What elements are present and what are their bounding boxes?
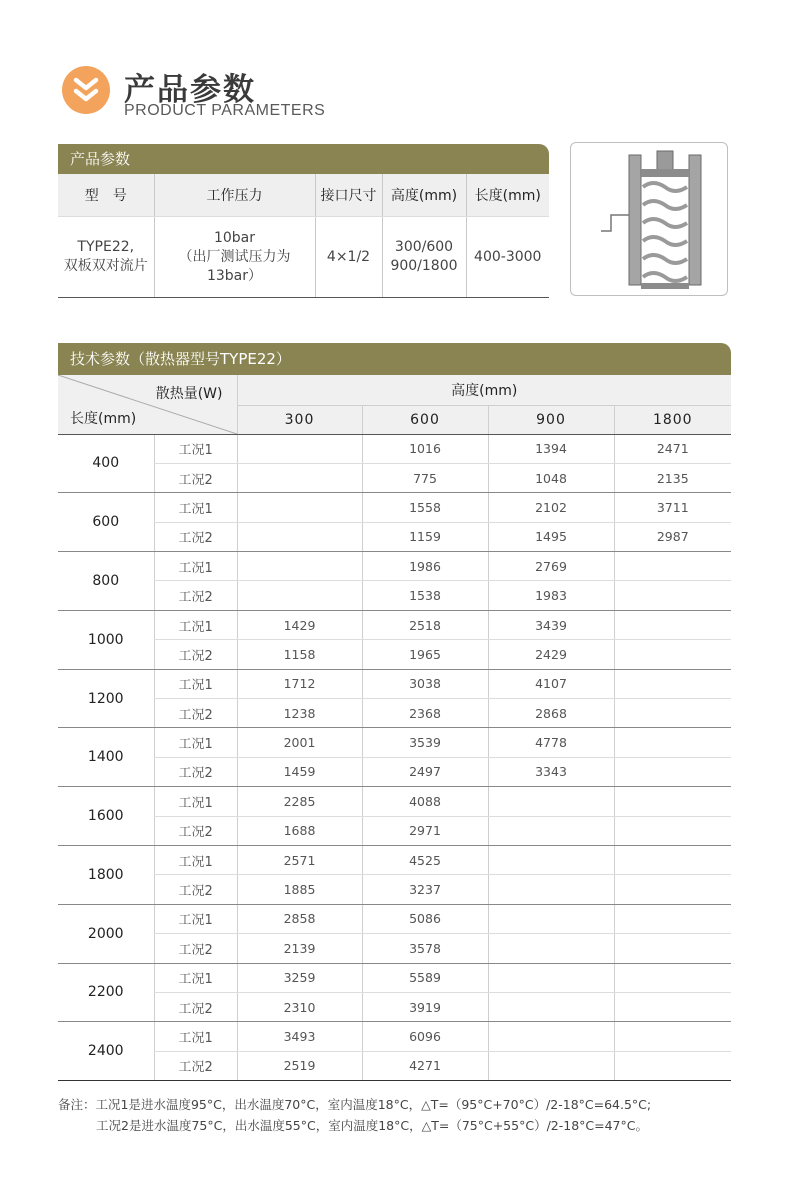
table-row — [58, 787, 731, 816]
heat-value-cell — [614, 787, 731, 816]
heat-value-cell — [614, 699, 731, 728]
condition-label: 工况1 — [154, 963, 237, 992]
heat-value-cell: 5086 — [362, 904, 488, 933]
condition-label: 工况2 — [154, 463, 237, 492]
condition-label: 工况1 — [154, 610, 237, 639]
port-cell: 4×1/2 — [315, 217, 382, 298]
heat-value-cell: 3711 — [614, 493, 731, 522]
table-row — [58, 552, 731, 581]
heat-value-cell — [237, 552, 362, 581]
table-row — [58, 728, 731, 757]
heat-value-cell — [488, 1051, 614, 1080]
table-row — [58, 934, 731, 963]
product-table — [58, 174, 549, 298]
heat-value-cell: 2519 — [237, 1051, 362, 1080]
height-cell — [382, 217, 466, 298]
heat-value-cell: 1158 — [237, 640, 362, 669]
heat-value-cell — [614, 934, 731, 963]
length-cell: 400 — [58, 434, 154, 493]
height-col-600: 600 — [362, 405, 488, 434]
pressure-test-note: （出厂测试压力为13bar） — [178, 248, 291, 284]
heat-value-cell — [614, 552, 731, 581]
table-row — [58, 816, 731, 845]
heat-value-cell: 1394 — [488, 434, 614, 463]
heat-value-cell: 2102 — [488, 493, 614, 522]
table-row — [58, 757, 731, 786]
product-table-header — [58, 174, 549, 217]
condition-label: 工况1 — [154, 1022, 237, 1051]
heat-value-cell: 2769 — [488, 552, 614, 581]
heat-value-cell — [488, 1022, 614, 1051]
col-header-length: 长度(mm) — [466, 174, 549, 217]
heat-value-cell: 2471 — [614, 434, 731, 463]
length-cell: 2000 — [58, 904, 154, 963]
table-row — [58, 875, 731, 904]
heat-value-cell: 1238 — [237, 699, 362, 728]
table-row — [58, 904, 731, 933]
length-cell: 1800 — [58, 845, 154, 904]
heat-value-cell: 1986 — [362, 552, 488, 581]
tech-header-row-1 — [58, 375, 731, 405]
heat-value-cell — [614, 581, 731, 610]
heat-value-cell: 1885 — [237, 875, 362, 904]
table-row — [58, 610, 731, 639]
heat-value-cell: 3259 — [237, 963, 362, 992]
condition-label: 工况2 — [154, 757, 237, 786]
table-row — [58, 669, 731, 698]
length-cell: 2400 — [58, 1022, 154, 1081]
height-group-header: 高度(mm) — [237, 375, 731, 405]
heat-value-cell: 2368 — [362, 699, 488, 728]
tech-section-title: 技术参数（散热器型号TYPE22） — [58, 343, 731, 375]
radiator-section-image — [570, 142, 728, 296]
heat-value-cell: 2135 — [614, 463, 731, 492]
heat-value-cell — [614, 904, 731, 933]
heat-value-cell: 1495 — [488, 522, 614, 551]
heat-value-cell — [614, 875, 731, 904]
heat-value-cell — [488, 963, 614, 992]
condition-label: 工况2 — [154, 816, 237, 845]
heat-value-cell: 2285 — [237, 787, 362, 816]
product-table-row — [58, 217, 549, 298]
heat-value-cell: 4088 — [362, 787, 488, 816]
heat-value-cell: 4525 — [362, 845, 488, 874]
table-row — [58, 463, 731, 492]
heat-value-cell — [488, 875, 614, 904]
heat-value-cell — [488, 934, 614, 963]
col-header-model: 型 号 — [58, 174, 154, 217]
corner-length-label: 长度(mm) — [70, 410, 137, 427]
pressure-value: 10bar — [213, 229, 256, 246]
heat-value-cell — [614, 845, 731, 874]
heat-value-cell: 1459 — [237, 757, 362, 786]
length-cell: 400-3000 — [466, 217, 549, 298]
length-cell: 1200 — [58, 669, 154, 728]
heat-value-cell — [614, 610, 731, 639]
condition-label: 工况1 — [154, 904, 237, 933]
length-cell: 600 — [58, 493, 154, 552]
heat-value-cell: 3493 — [237, 1022, 362, 1051]
heat-value-cell: 2868 — [488, 699, 614, 728]
condition-label: 工况2 — [154, 581, 237, 610]
table-row — [58, 522, 731, 551]
heat-value-cell — [488, 904, 614, 933]
heat-value-cell — [488, 816, 614, 845]
heat-value-cell: 3237 — [362, 875, 488, 904]
heat-value-cell: 2497 — [362, 757, 488, 786]
length-cell: 1600 — [58, 787, 154, 846]
condition-label: 工况2 — [154, 699, 237, 728]
heat-value-cell — [237, 522, 362, 551]
heat-value-cell: 2971 — [362, 816, 488, 845]
heat-value-cell: 6096 — [362, 1022, 488, 1051]
condition-label: 工况1 — [154, 669, 237, 698]
condition-label: 工况1 — [154, 552, 237, 581]
note-line-2: 工况2是进水温度75°C，出水温度55°C，室内温度18°C，△T=（75°C+55°C）/2-18°C=47°C。 — [96, 1118, 648, 1133]
col-header-height: 高度(mm) — [382, 174, 466, 217]
heat-value-cell — [237, 434, 362, 463]
height-col-300: 300 — [237, 405, 362, 434]
page-subtitle: PRODUCT PARAMETERS — [124, 102, 326, 119]
heat-value-cell: 1558 — [362, 493, 488, 522]
heat-value-cell: 1159 — [362, 522, 488, 551]
section-badge-icon — [62, 66, 110, 114]
heat-output-body — [58, 434, 731, 1081]
heat-value-cell — [488, 787, 614, 816]
height-col-1800: 1800 — [614, 405, 731, 434]
heat-value-cell — [614, 728, 731, 757]
heat-value-cell: 1688 — [237, 816, 362, 845]
heat-value-cell: 775 — [362, 463, 488, 492]
heat-value-cell — [614, 1022, 731, 1051]
condition-label: 工况1 — [154, 728, 237, 757]
col-header-port: 接口尺寸 — [315, 174, 382, 217]
heat-value-cell: 2571 — [237, 845, 362, 874]
heat-value-cell — [614, 640, 731, 669]
heat-value-cell: 2139 — [237, 934, 362, 963]
page-title: 产品参数 — [124, 72, 256, 108]
model-desc: 双板双对流片 — [63, 258, 148, 274]
heat-value-cell: 4107 — [488, 669, 614, 698]
heat-output-table — [58, 375, 731, 1081]
pressure-cell — [154, 217, 315, 298]
condition-label: 工况2 — [154, 522, 237, 551]
chevron-down-double-icon — [62, 66, 110, 114]
heat-value-cell — [237, 463, 362, 492]
heat-value-cell: 4778 — [488, 728, 614, 757]
heat-value-cell: 1016 — [362, 434, 488, 463]
condition-label: 工况2 — [154, 640, 237, 669]
condition-label: 工况2 — [154, 934, 237, 963]
table-row — [58, 992, 731, 1021]
note-line-1: 备注：工况1是进水温度95°C，出水温度70°C，室内温度18°C，△T=（95°C+70°C）/2-18°C=64.5°C; — [58, 1097, 652, 1112]
heat-value-cell: 5589 — [362, 963, 488, 992]
length-cell: 1400 — [58, 728, 154, 787]
condition-label: 工况2 — [154, 992, 237, 1021]
heat-value-cell — [488, 992, 614, 1021]
height-values-1: 300/600 — [394, 239, 454, 255]
condition-label: 工况2 — [154, 1051, 237, 1080]
model-name: TYPE22, — [77, 239, 135, 255]
heat-value-cell: 2310 — [237, 992, 362, 1021]
length-cell: 1000 — [58, 610, 154, 669]
length-cell: 800 — [58, 552, 154, 611]
heat-value-cell: 2858 — [237, 904, 362, 933]
col-header-pressure: 工作压力 — [154, 174, 315, 217]
heat-value-cell — [614, 963, 731, 992]
table-row — [58, 640, 731, 669]
heat-value-cell — [614, 992, 731, 1021]
heat-value-cell: 2001 — [237, 728, 362, 757]
table-row — [58, 434, 731, 463]
condition-label: 工况2 — [154, 875, 237, 904]
heat-value-cell — [488, 845, 614, 874]
heat-value-cell — [237, 581, 362, 610]
condition-label: 工况1 — [154, 493, 237, 522]
corner-heat-label: 散热量(W) — [155, 386, 223, 402]
radiator-cross-section-icon — [571, 143, 729, 297]
table-row — [58, 963, 731, 992]
corner-header — [58, 375, 237, 434]
heat-value-cell: 2518 — [362, 610, 488, 639]
table-row — [58, 581, 731, 610]
condition-label: 工况1 — [154, 845, 237, 874]
heat-value-cell: 1048 — [488, 463, 614, 492]
heat-value-cell: 4271 — [362, 1051, 488, 1080]
table-row — [58, 699, 731, 728]
table-row — [58, 845, 731, 874]
length-cell: 2200 — [58, 963, 154, 1022]
heat-value-cell: 1538 — [362, 581, 488, 610]
product-section-title: 产品参数 — [58, 144, 549, 174]
heat-value-cell: 3343 — [488, 757, 614, 786]
heat-value-cell — [614, 1051, 731, 1080]
heat-value-cell: 3038 — [362, 669, 488, 698]
notes — [58, 1094, 651, 1136]
heat-value-cell: 1965 — [362, 640, 488, 669]
model-cell — [58, 217, 154, 298]
heat-value-cell: 3919 — [362, 992, 488, 1021]
heat-value-cell: 1983 — [488, 581, 614, 610]
heat-value-cell: 3439 — [488, 610, 614, 639]
height-values-2: 900/1800 — [390, 258, 458, 274]
table-row — [58, 493, 731, 522]
heat-value-cell — [237, 493, 362, 522]
heat-value-cell: 2429 — [488, 640, 614, 669]
heat-value-cell: 3539 — [362, 728, 488, 757]
condition-label: 工况1 — [154, 787, 237, 816]
heat-value-cell — [614, 816, 731, 845]
table-row — [58, 1051, 731, 1080]
heat-value-cell: 1429 — [237, 610, 362, 639]
heat-value-cell: 3578 — [362, 934, 488, 963]
table-row — [58, 1022, 731, 1051]
condition-label: 工况1 — [154, 434, 237, 463]
heat-value-cell: 1712 — [237, 669, 362, 698]
heat-value-cell — [614, 669, 731, 698]
heat-value-cell: 2987 — [614, 522, 731, 551]
heat-value-cell — [614, 757, 731, 786]
height-col-900: 900 — [488, 405, 614, 434]
